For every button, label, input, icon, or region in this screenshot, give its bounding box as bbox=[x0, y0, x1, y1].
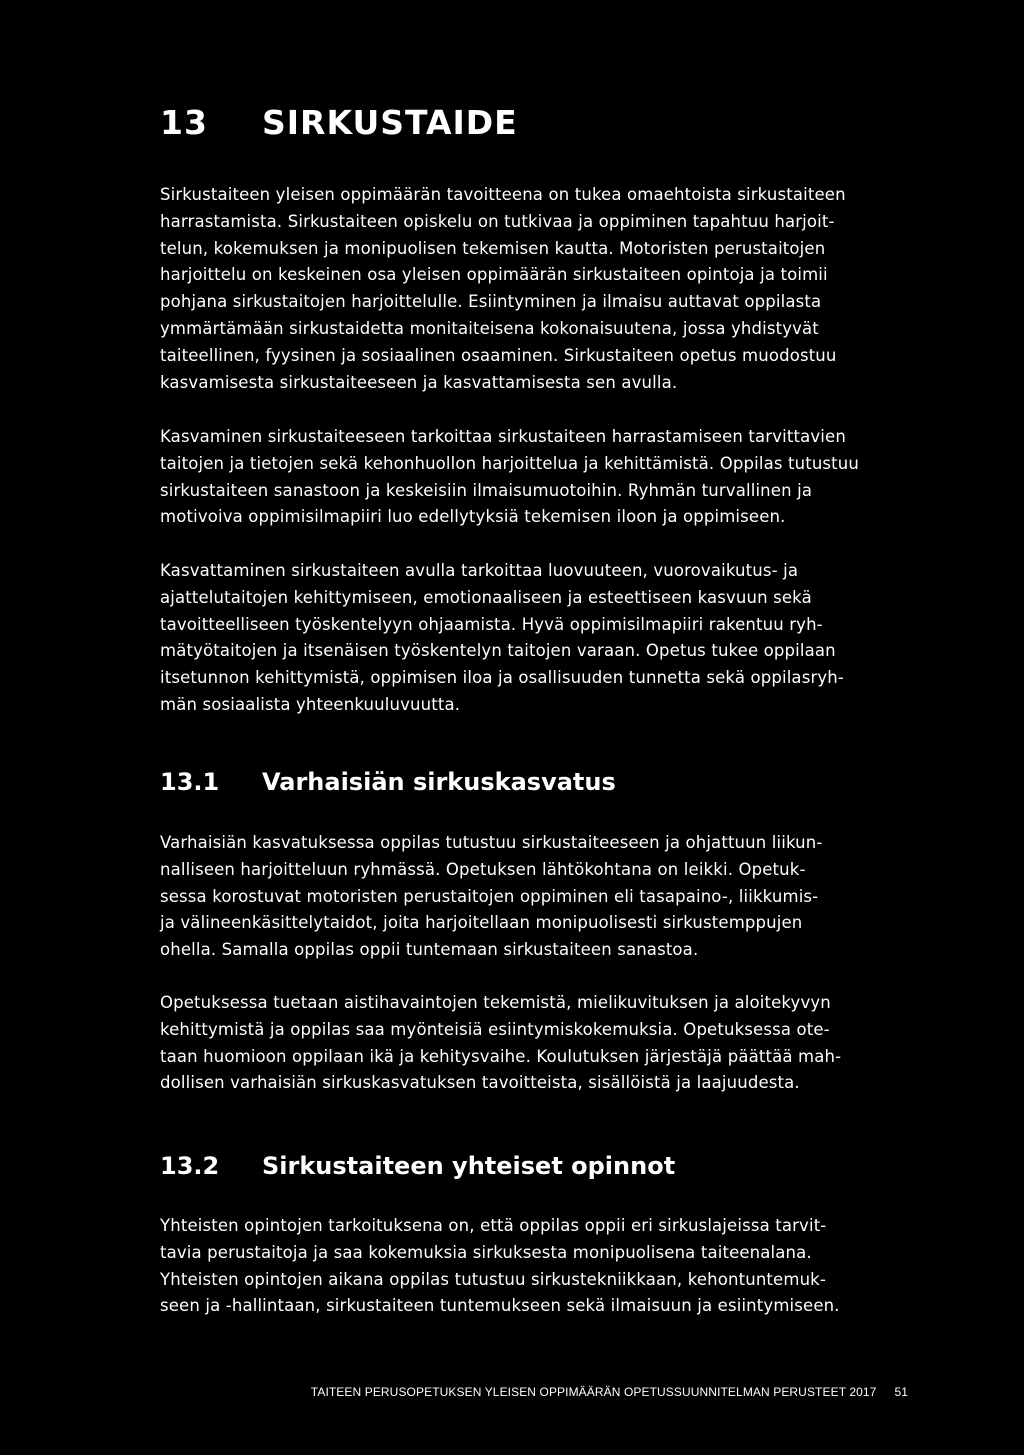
subsection-heading-13-2 bbox=[160, 1152, 675, 1180]
subsection-title: Varhaisiän sirkuskasvatus bbox=[262, 768, 616, 796]
kasvattaminen-paragraph: Kasvattaminen sirkustaiteen avulla tarkoittaa luovuuteen, vuorovaikutus- ja ajattelutaitojen kehittymiseen, emotionaaliseen ja esteettiseen kasvuun sekä tavoitteelliseen työskentelyyn ohjaamista. Hyvä oppimisilmapiiri rakentuu ryh- mätyötaitojen ja itsenäisen työskentelyn taitojen varaan. Opetus tukee oppilaan itsetunnon kehittymistä, oppimisen iloa ja osallisuuden tunnetta sekä oppilasryh- män sosiaalista yhteenkuuluvuutta. bbox=[160, 561, 845, 714]
intro-paragraph: Sirkustaiteen yleisen oppimäärän tavoitteena on tukea omaehtoista sirkustaiteen harrastamista. Sirkustaiteen opiskelu on tutkivaa ja oppiminen tapahtuu harjoit- telun, kokemuksen ja monipuolisen tekemisen kautta. Motoristen perustaitojen harjoittelu on keskeinen osa yleisen oppimäärän sirkustaiteen opintoja ja toimii pohjana sirkustaitojen harjoittelulle. Esiintyminen ja ilmaisu auttavat oppilasta ymmärtämään sirkustaidetta monitaiteisena kokonaisuutena, jossa yhdistyvät taiteellinen, fyysinen ja sosiaalinen osaaminen. Sirkustaiteen opetus muodostuu kasvamisesta sirkustaiteeseen ja kasvattamisesta sen avulla. bbox=[160, 185, 846, 392]
subsection-number: 13.1 bbox=[160, 768, 220, 796]
yhteiset-paragraph: Yhteisten opintojen tarkoituksena on, että oppilas oppii eri sirkuslajeissa tarvit- tavia perustaitoja ja saa kokemuksia sirkuksesta monipuolisena taiteenalana. Yhteisten opintojen aikana oppilas tutustuu sirkustekniikkaan, kehontuntemuk- seen ja -hallintaan, sirkustaiteen tuntemukseen sekä ilmaisuun ja esiintymiseen. bbox=[160, 1216, 840, 1316]
section-number: 13 bbox=[160, 103, 208, 142]
subsection-number: 13.2 bbox=[160, 1152, 220, 1180]
page-number: 51 bbox=[894, 1385, 908, 1399]
page-footer bbox=[311, 1385, 908, 1399]
section-heading bbox=[160, 103, 518, 142]
subsection-title: Sirkustaiteen yhteiset opinnot bbox=[262, 1152, 676, 1180]
subsection-heading-13-1 bbox=[160, 768, 616, 796]
section-title: SIRKUSTAIDE bbox=[262, 103, 518, 142]
footer-title: TAITEEN PERUSOPETUKSEN YLEISEN OPPIMÄÄRÄN OPETUSSUUNNITELMAN PERUSTEET 2017 bbox=[310, 1385, 877, 1399]
varhaisika-paragraph-1: Varhaisiän kasvatuksessa oppilas tutustuu sirkustaiteeseen ja ohjattuun liikun- nalliseen harjoitteluun ryhmässä. Opetuksen lähtökohtana on leikki. Opetuk- sessa korostuvat motoristen perustaitojen oppiminen eli tasapaino-, liikkumis- ja välineenkäsittelytaidot, joita harjoitellaan monipuolisesti sirkustemppujen ohella. Samalla oppilas oppii tuntemaan sirkustaiteen sanastoa. bbox=[160, 833, 823, 960]
varhaisika-paragraph-2: Opetuksessa tuetaan aistihavaintojen tekemistä, mielikuvituksen ja aloitekyvyn kehittymistä ja oppilas saa myönteisiä esiintymiskokemuksia. Opetuksessa ote- taan huomioon oppilaan ikä ja kehitysvaihe. Koulutuksen järjestäjä päättää mah- dollisen varhaisiän sirkuskasvatuksen tavoitteista, sisällöistä ja laajuudesta. bbox=[160, 993, 842, 1093]
kasvaminen-paragraph: Kasvaminen sirkustaiteeseen tarkoittaa sirkustaiteen harrastamiseen tarvittavien taitojen ja tietojen sekä kehonhuollon harjoittelua ja kehittämistä. Oppilas tutustuu sirkustaiteen sanastoon ja keskeisiin ilmaisumuotoihin. Ryhmän turvallinen ja motivoiva oppimisilmapiiri luo edellytyksiä tekemisen iloon ja oppimiseen. bbox=[160, 427, 860, 527]
